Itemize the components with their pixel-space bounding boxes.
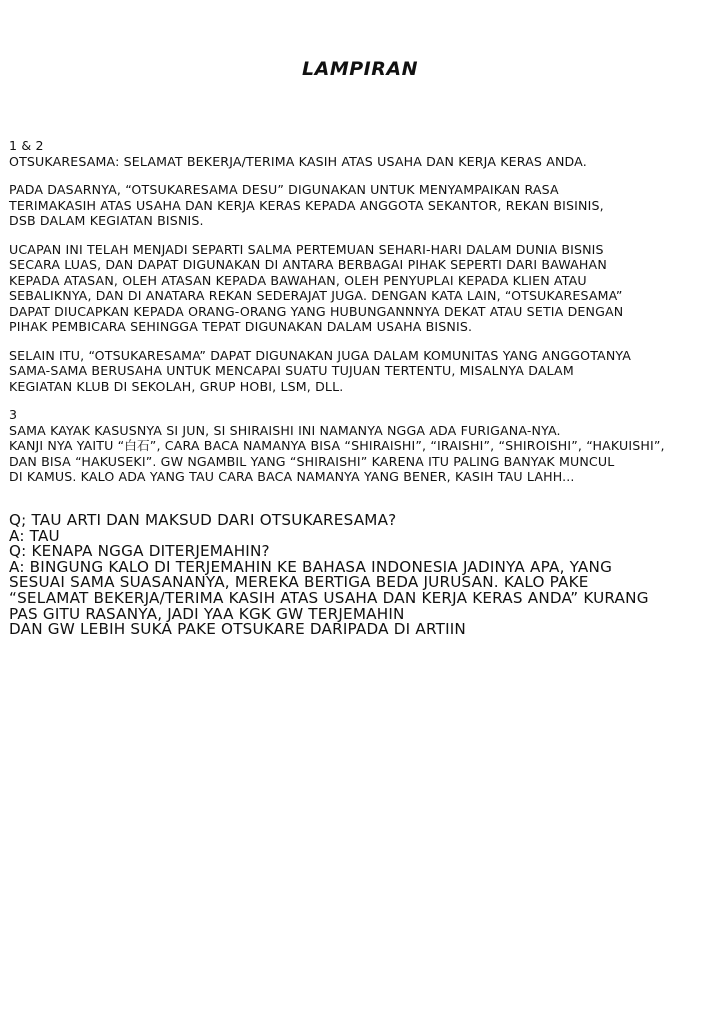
note-gap [9,169,714,182]
note-gap [9,229,714,242]
note-line: 3 [9,407,18,422]
qa-line: A: TAU [9,526,60,545]
note-line: SECARA LUAS, DAN DAPAT DIGUNAKAN DI ANTARA BERBAGAI PIHAK SEPERTI DARI BAWAHAN [9,257,607,272]
note-line: PIHAK PEMBICARA SEHINGGA TEPAT DIGUNAKAN DALAM USAHA BISNIS. [9,319,473,334]
qa-line: DAN GW LEBIH SUKA PAKE OTSUKARE DARIPADA DI ARTIIN [9,620,466,639]
qa-section [9,513,714,638]
note-line: DI KAMUS. KALO ADA YANG TAU CARA BACA NAMANYA YANG BENER, KASIH TAU LAHH... [9,469,575,484]
note-line: DSB DALAM KEGIATAN BISNIS. [9,213,204,228]
qa-line: SESUAI SAMA SUASANANYA, MEREKA BERTIGA BEDA JURUSAN. KALO PAKE [9,573,589,592]
qa-line: Q: KENAPA NGGA DITERJEMAHIN? [9,542,270,561]
note-line: SAMA KAYAK KASUSNYA SI JUN, SI SHIRAISHI INI NAMANYA NGGA ADA FURIGANA-NYA. [9,422,561,438]
note-line: UCAPAN INI TELAH MENJADI SEPARTI SALMA PERTEMUAN SEHARI-HARI DALAM DUNIA BISNIS [9,241,604,257]
note-line: TERIMAKASIH ATAS USAHA DAN KERJA KERAS KEPADA ANGGOTA SEKANTOR, REKAN BISINIS, [9,197,604,213]
qa-line: A: BINGUNG KALO DI TERJEMAHIN KE BAHASA INDONESIA JADINYA APA, YANG [9,557,613,576]
note-line: KEGIATAN KLUB DI SEKOLAH, GRUP HOBI, LSM, DLL. [9,378,344,394]
note-line: PADA DASARNYA, “OTSUKARESAMA DESU” DIGUNAKAN UNTUK MENYAMPAIKAN RASA [9,182,559,197]
note-gap [9,394,714,407]
page-title: LAMPIRAN [302,58,418,80]
note-line: SELAIN ITU, “OTSUKARESAMA” DAPAT DIGUNAKAN JUGA DALAM KOMUNITAS YANG ANGGOTANYA [9,347,632,363]
qa-line: “SELAMAT BEKERJA/TERIMA KASIH ATAS USAHA DAN KERJA KERAS ANDA” KURANG [9,588,649,607]
note-line: KEPADA ATASAN, OLEH ATASAN KEPADA BAWAHAN, OLEH PENYUPLAI KEPADA KLIEN ATAU [9,272,587,288]
note-line: DAN BISA “HAKUSEKI”. GW NGAMBIL YANG “SHIRAISHI” KARENA ITU PALING BANYAK MUNCUL [9,453,615,469]
note-line: DAPAT DIUCAPKAN KEPADA ORANG-ORANG YANG HUBUNGANNNYA DEKAT ATAU SETIA DENGAN [9,303,624,319]
qa-line: Q; TAU ARTI DAN MAKSUD DARI OTSUKARESAMA? [9,511,397,529]
note-line: OTSUKARESAMA: SELAMAT BEKERJA/TERIMA KASIH ATAS USAHA DAN KERJA KERAS ANDA. [9,153,587,169]
qa-line: PAS GITU RASANYA, JADI YAA KGK GW TERJEMAHIN [9,604,405,623]
note-line: SEBALIKNYA, DAN DI ANATARA REKAN SEDERAJAT JUGA. DENGAN KATA LAIN, “OTSUKARESAMA” [9,288,623,303]
note-line: KANJI NYA YAITU “白石”, CARA BACA NAMANYA BISA “SHIRAISHI”, “IRAISHI”, “SHIROISHI”, “HAKUISHI”, [9,438,665,453]
translation-notes [9,138,714,485]
note-line: SAMA-SAMA BERUSAHA UNTUK MENCAPAI SUATU TUJUAN TERTENTU, MISALNYA DALAM [9,363,574,378]
note-gap [9,335,714,348]
note-line: 1 & 2 [9,138,44,153]
